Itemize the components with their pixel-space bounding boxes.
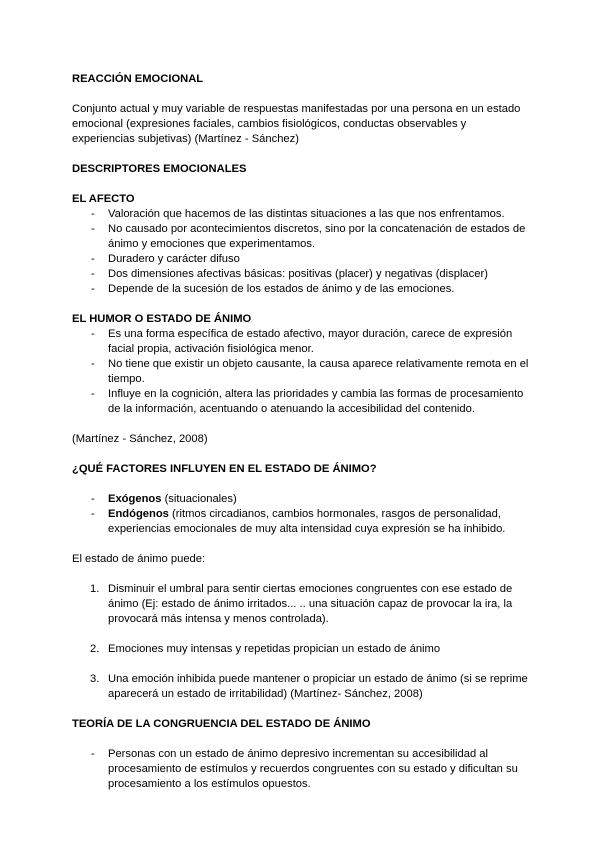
list-item: - Dos dimensiones afectivas básicas: positivas (placer) y negativas (displacer) [72,267,532,282]
list-item: - Duradero y carácter difuso [72,252,532,267]
term-desc: (situacionales) [161,493,237,505]
intro-estado-animo: El estado de ánimo puede: [72,553,206,565]
list-teoria [72,747,532,792]
numbered-item [72,582,532,627]
list-item: - Depende de la sucesión de los estados de ánimo y de las emociones. [72,282,532,297]
list-item: - No causado por acontecimientos discretos, sino por la concatenación de estados de ánimo y emociones que experimentamos. [72,222,532,252]
list-afecto [72,207,532,297]
list-factores [72,492,532,537]
heading-descriptores: DESCRIPTORES EMOCIONALES [72,163,247,175]
term-endogenos: Endógenos [108,508,169,520]
item-text: Emociones muy intensas y repetidas propician un estado de ánimo [108,643,441,655]
heading-factores: ¿QUÉ FACTORES INFLUYEN EN EL ESTADO DE ÁNIMO? [72,463,377,475]
heading-teoria: TEORÍA DE LA CONGRUENCIA DEL ESTADO DE ÁNIMO [72,718,371,730]
item-text: Disminuir el umbral para sentir ciertas emociones congruentes con ese estado de ánimo (Ej: estado de ánimo irritados... .. una situación capaz de provocar la ira, la provocará más intensa y menos controlada). [108,583,513,625]
list-humor [72,327,532,417]
paragraph-definicion: Conjunto actual y muy variable de respuestas manifestadas por una persona en un estado emocional (expresiones faciales, cambios fisiológicos, conductas observables y experiencias subjetivas) (Martínez - Sánchez) [72,103,521,145]
list-item: - No tiene que existir un objeto causante, la causa aparece relativamente remota en el tiempo. [72,357,532,387]
item-number: 2. [90,643,100,655]
item-text: Una emoción inhibida puede mantener o propiciar un estado de ánimo (si se reprime aparecerá un estado de irritabilidad) (Martínez- Sánchez, 2008) [108,673,528,700]
heading-humor: EL HUMOR O ESTADO DE ÁNIMO [72,313,252,325]
citation-humor: (Martínez - Sánchez, 2008) [72,433,208,445]
numbered-item [72,642,532,657]
document-page [72,72,532,792]
term-desc: (ritmos circadianos, cambios hormonales, rasgos de personalidad, experiencias emocionales de muy alta intensidad cuya expresión se ha inhibido. [108,508,506,535]
list-item [72,507,532,537]
item-number: 3. [90,673,100,685]
numbered-item [72,672,532,702]
numbered-list [72,582,532,702]
list-item: - Es una forma específica de estado afectivo, mayor duración, carece de expresión facial propia, activación fisiológica menor. [72,327,532,357]
list-item: - Influye en la cognición, altera las prioridades y cambia las formas de procesamiento de la información, acentuando o atenuando la accesibilidad del contenido. [72,387,532,417]
heading-afecto: EL AFECTO [72,193,135,205]
item-number: 1. [90,583,100,595]
heading-reaccion-emocional: REACCIÓN EMOCIONAL [72,73,204,85]
list-item: - Personas con un estado de ánimo depresivo incrementan su accesibilidad al procesamiento de estímulos y recuerdos congruentes con su estado y dificultan su procesamiento a los estímulos opuestos. [72,747,532,792]
list-item: - Valoración que hacemos de las distintas situaciones a las que nos enfrentamos. [72,207,532,222]
term-exogenos: Exógenos [108,493,162,505]
list-item [72,492,532,507]
